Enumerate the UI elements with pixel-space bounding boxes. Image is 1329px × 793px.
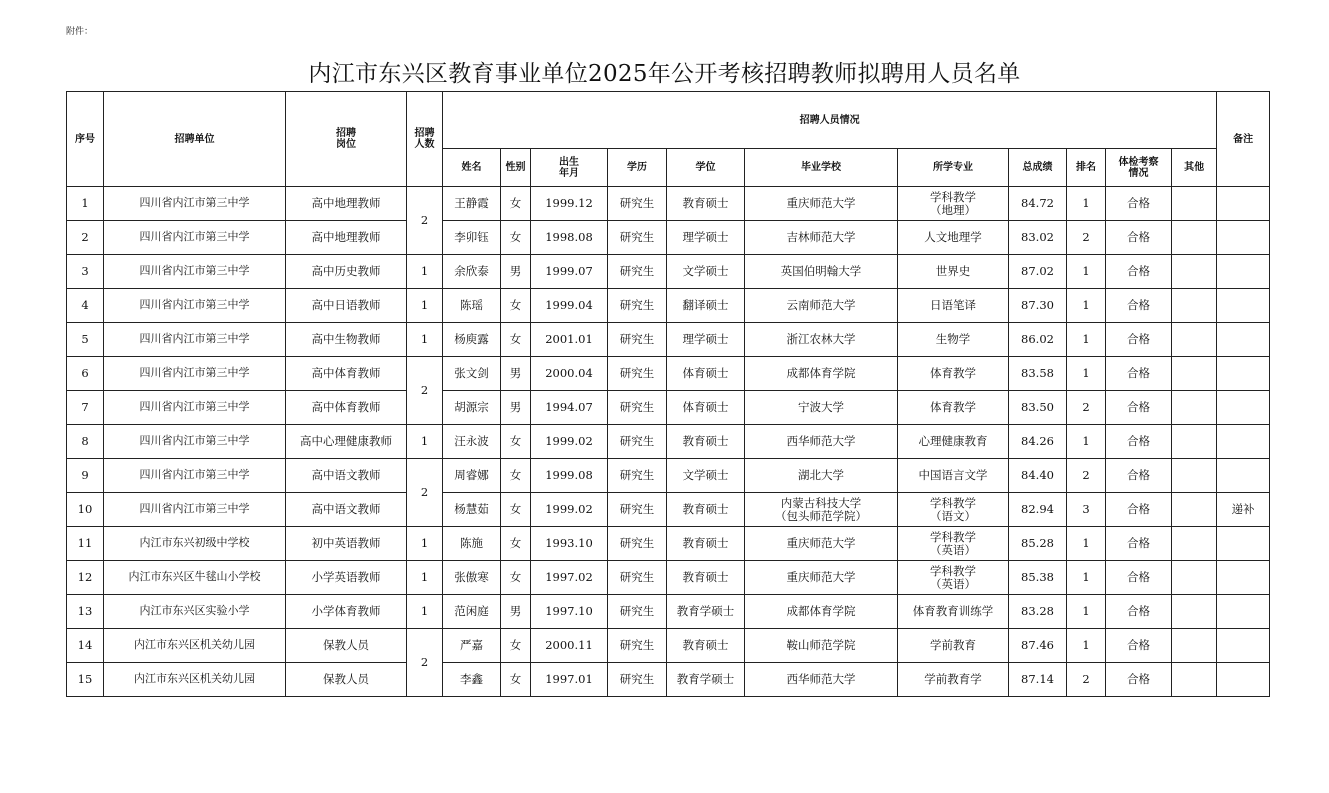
cell-rank: 1 xyxy=(1067,595,1106,629)
cell-gender: 女 xyxy=(501,561,531,595)
cell-score: 87.30 xyxy=(1009,289,1067,323)
header-score: 总成绩 xyxy=(1009,149,1067,187)
cell-seq: 1 xyxy=(67,187,104,221)
cell-birth: 1997.01 xyxy=(531,663,608,697)
cell-seq: 10 xyxy=(67,493,104,527)
cell-post: 高中历史教师 xyxy=(286,255,407,289)
cell-seq: 12 xyxy=(67,561,104,595)
cell-remark xyxy=(1217,663,1270,697)
cell-score: 85.38 xyxy=(1009,561,1067,595)
header-degree: 学位 xyxy=(667,149,745,187)
cell-education: 研究生 xyxy=(608,425,667,459)
document-title: 内江市东兴区教育事业单位2025年公开考核招聘教师拟聘用人员名单 xyxy=(308,61,1021,87)
header-check: 体检考察 情况 xyxy=(1106,149,1172,187)
table-row xyxy=(67,221,1270,255)
cell-check: 合格 xyxy=(1106,357,1172,391)
header-education: 学历 xyxy=(608,149,667,187)
cell-unit: 四川省内江市第三中学 xyxy=(104,425,286,459)
cell-other xyxy=(1172,289,1217,323)
cell-remark xyxy=(1217,187,1270,221)
cell-education: 研究生 xyxy=(608,595,667,629)
cell-unit: 四川省内江市第三中学 xyxy=(104,323,286,357)
cell-name: 张傲寒 xyxy=(443,561,501,595)
cell-birth: 2001.01 xyxy=(531,323,608,357)
cell-school: 重庆师范大学 xyxy=(745,187,898,221)
cell-education: 研究生 xyxy=(608,323,667,357)
cell-major: 体育教育训练学 xyxy=(898,595,1009,629)
cell-rank: 2 xyxy=(1067,459,1106,493)
cell-score: 83.02 xyxy=(1009,221,1067,255)
cell-gender: 女 xyxy=(501,527,531,561)
cell-school: 湖北大学 xyxy=(745,459,898,493)
table-row xyxy=(67,459,1270,493)
cell-degree: 教育硕士 xyxy=(667,527,745,561)
cell-score: 86.02 xyxy=(1009,323,1067,357)
cell-unit: 四川省内江市第三中学 xyxy=(104,255,286,289)
cell-name: 杨慧茹 xyxy=(443,493,501,527)
table-row xyxy=(67,493,1270,527)
cell-other xyxy=(1172,187,1217,221)
header-unit: 招聘单位 xyxy=(104,92,286,187)
cell-count: 1 xyxy=(407,255,443,289)
cell-score: 82.94 xyxy=(1009,493,1067,527)
cell-school: 西华师范大学 xyxy=(745,425,898,459)
cell-post: 初中英语教师 xyxy=(286,527,407,561)
hiring-list-table xyxy=(66,91,1270,697)
cell-birth: 1999.02 xyxy=(531,425,608,459)
cell-major: 生物学 xyxy=(898,323,1009,357)
cell-count: 2 xyxy=(407,187,443,255)
cell-post: 高中体育教师 xyxy=(286,357,407,391)
cell-gender: 男 xyxy=(501,255,531,289)
cell-unit: 四川省内江市第三中学 xyxy=(104,459,286,493)
cell-education: 研究生 xyxy=(608,493,667,527)
cell-remark xyxy=(1217,221,1270,255)
cell-rank: 1 xyxy=(1067,357,1106,391)
cell-school: 宁波大学 xyxy=(745,391,898,425)
cell-other xyxy=(1172,663,1217,697)
cell-birth: 1997.10 xyxy=(531,595,608,629)
cell-remark xyxy=(1217,323,1270,357)
cell-remark xyxy=(1217,391,1270,425)
cell-check: 合格 xyxy=(1106,561,1172,595)
cell-name: 余欣泰 xyxy=(443,255,501,289)
cell-gender: 男 xyxy=(501,391,531,425)
cell-education: 研究生 xyxy=(608,459,667,493)
cell-school: 云南师范大学 xyxy=(745,289,898,323)
header-major: 所学专业 xyxy=(898,149,1009,187)
header-rank: 排名 xyxy=(1067,149,1106,187)
header-name: 姓名 xyxy=(443,149,501,187)
cell-unit: 四川省内江市第三中学 xyxy=(104,221,286,255)
cell-education: 研究生 xyxy=(608,663,667,697)
cell-post: 保教人员 xyxy=(286,629,407,663)
cell-seq: 8 xyxy=(67,425,104,459)
table-body xyxy=(67,187,1270,697)
cell-major: 学科教学 （语文） xyxy=(898,493,1009,527)
cell-major: 学前教育学 xyxy=(898,663,1009,697)
cell-degree: 教育硕士 xyxy=(667,187,745,221)
cell-check: 合格 xyxy=(1106,255,1172,289)
cell-remark xyxy=(1217,629,1270,663)
cell-education: 研究生 xyxy=(608,187,667,221)
header-birth: 出生 年月 xyxy=(531,149,608,187)
cell-post: 高中心理健康教师 xyxy=(286,425,407,459)
cell-education: 研究生 xyxy=(608,255,667,289)
cell-remark xyxy=(1217,595,1270,629)
cell-unit: 四川省内江市第三中学 xyxy=(104,289,286,323)
table-row xyxy=(67,289,1270,323)
cell-degree: 文学硕士 xyxy=(667,255,745,289)
cell-gender: 女 xyxy=(501,323,531,357)
table-row xyxy=(67,323,1270,357)
cell-gender: 女 xyxy=(501,629,531,663)
cell-gender: 男 xyxy=(501,357,531,391)
cell-name: 陈瑶 xyxy=(443,289,501,323)
header-info: 招聘人员情况 xyxy=(443,92,1217,149)
cell-name: 胡源宗 xyxy=(443,391,501,425)
cell-check: 合格 xyxy=(1106,187,1172,221)
cell-check: 合格 xyxy=(1106,391,1172,425)
cell-rank: 1 xyxy=(1067,187,1106,221)
cell-name: 周睿娜 xyxy=(443,459,501,493)
cell-birth: 1998.08 xyxy=(531,221,608,255)
cell-count: 1 xyxy=(407,289,443,323)
cell-remark xyxy=(1217,527,1270,561)
cell-name: 张文剑 xyxy=(443,357,501,391)
cell-unit: 内江市东兴区机关幼儿园 xyxy=(104,629,286,663)
cell-unit: 内江市东兴区牛毬山小学校 xyxy=(104,561,286,595)
cell-degree: 教育学硕士 xyxy=(667,663,745,697)
cell-school: 西华师范大学 xyxy=(745,663,898,697)
cell-other xyxy=(1172,527,1217,561)
cell-remark xyxy=(1217,289,1270,323)
table-row xyxy=(67,357,1270,391)
cell-major: 人文地理学 xyxy=(898,221,1009,255)
cell-post: 高中体育教师 xyxy=(286,391,407,425)
cell-check: 合格 xyxy=(1106,595,1172,629)
cell-unit: 四川省内江市第三中学 xyxy=(104,391,286,425)
cell-check: 合格 xyxy=(1106,629,1172,663)
cell-gender: 女 xyxy=(501,459,531,493)
cell-other xyxy=(1172,629,1217,663)
cell-gender: 女 xyxy=(501,493,531,527)
cell-count: 1 xyxy=(407,425,443,459)
cell-degree: 教育硕士 xyxy=(667,425,745,459)
cell-major: 体育教学 xyxy=(898,391,1009,425)
cell-education: 研究生 xyxy=(608,391,667,425)
cell-major: 学科教学 （地理） xyxy=(898,187,1009,221)
table-row xyxy=(67,255,1270,289)
cell-rank: 2 xyxy=(1067,391,1106,425)
cell-gender: 女 xyxy=(501,289,531,323)
cell-rank: 3 xyxy=(1067,493,1106,527)
cell-name: 王静霞 xyxy=(443,187,501,221)
cell-major: 世界史 xyxy=(898,255,1009,289)
cell-count: 2 xyxy=(407,629,443,697)
table-row xyxy=(67,663,1270,697)
cell-name: 严嘉 xyxy=(443,629,501,663)
cell-degree: 教育学硕士 xyxy=(667,595,745,629)
cell-seq: 13 xyxy=(67,595,104,629)
cell-score: 83.28 xyxy=(1009,595,1067,629)
cell-unit: 内江市东兴初级中学校 xyxy=(104,527,286,561)
cell-check: 合格 xyxy=(1106,459,1172,493)
cell-post: 高中地理教师 xyxy=(286,187,407,221)
cell-unit: 四川省内江市第三中学 xyxy=(104,493,286,527)
cell-other xyxy=(1172,323,1217,357)
cell-education: 研究生 xyxy=(608,357,667,391)
cell-post: 高中日语教师 xyxy=(286,289,407,323)
cell-school: 吉林师范大学 xyxy=(745,221,898,255)
cell-name: 陈施 xyxy=(443,527,501,561)
table-row xyxy=(67,187,1270,221)
cell-seq: 9 xyxy=(67,459,104,493)
header-seq: 序号 xyxy=(67,92,104,187)
cell-post: 小学英语教师 xyxy=(286,561,407,595)
cell-rank: 1 xyxy=(1067,255,1106,289)
cell-school: 内蒙古科技大学 （包头师范学院） xyxy=(745,493,898,527)
table-row xyxy=(67,629,1270,663)
cell-remark xyxy=(1217,255,1270,289)
cell-education: 研究生 xyxy=(608,561,667,595)
cell-unit: 四川省内江市第三中学 xyxy=(104,357,286,391)
cell-seq: 2 xyxy=(67,221,104,255)
cell-score: 83.50 xyxy=(1009,391,1067,425)
table-row xyxy=(67,425,1270,459)
table-row xyxy=(67,561,1270,595)
cell-rank: 1 xyxy=(1067,561,1106,595)
cell-major: 学科教学 （英语） xyxy=(898,527,1009,561)
cell-degree: 理学硕士 xyxy=(667,221,745,255)
cell-rank: 2 xyxy=(1067,663,1106,697)
cell-birth: 1999.08 xyxy=(531,459,608,493)
cell-check: 合格 xyxy=(1106,425,1172,459)
cell-major: 中国语言文学 xyxy=(898,459,1009,493)
cell-other xyxy=(1172,561,1217,595)
cell-rank: 2 xyxy=(1067,221,1106,255)
cell-seq: 15 xyxy=(67,663,104,697)
cell-degree: 教育硕士 xyxy=(667,561,745,595)
header-post: 招聘 岗位 xyxy=(286,92,407,187)
table-row xyxy=(67,595,1270,629)
cell-school: 浙江农林大学 xyxy=(745,323,898,357)
cell-gender: 女 xyxy=(501,221,531,255)
cell-check: 合格 xyxy=(1106,289,1172,323)
cell-unit: 内江市东兴区机关幼儿园 xyxy=(104,663,286,697)
cell-degree: 翻译硕士 xyxy=(667,289,745,323)
cell-other xyxy=(1172,493,1217,527)
cell-post: 高中地理教师 xyxy=(286,221,407,255)
cell-school: 英国伯明翰大学 xyxy=(745,255,898,289)
cell-remark xyxy=(1217,459,1270,493)
cell-other xyxy=(1172,459,1217,493)
cell-unit: 内江市东兴区实验小学 xyxy=(104,595,286,629)
cell-seq: 14 xyxy=(67,629,104,663)
cell-gender: 女 xyxy=(501,663,531,697)
cell-degree: 体育硕士 xyxy=(667,391,745,425)
cell-post: 高中生物教师 xyxy=(286,323,407,357)
cell-other xyxy=(1172,425,1217,459)
cell-name: 汪永波 xyxy=(443,425,501,459)
cell-post: 高中语文教师 xyxy=(286,459,407,493)
cell-major: 日语笔译 xyxy=(898,289,1009,323)
cell-rank: 1 xyxy=(1067,527,1106,561)
cell-birth: 1994.07 xyxy=(531,391,608,425)
cell-education: 研究生 xyxy=(608,629,667,663)
cell-seq: 6 xyxy=(67,357,104,391)
cell-birth: 1999.02 xyxy=(531,493,608,527)
cell-school: 鞍山师范学院 xyxy=(745,629,898,663)
cell-name: 范闲庭 xyxy=(443,595,501,629)
cell-gender: 男 xyxy=(501,595,531,629)
cell-birth: 2000.04 xyxy=(531,357,608,391)
cell-education: 研究生 xyxy=(608,221,667,255)
cell-score: 84.72 xyxy=(1009,187,1067,221)
cell-degree: 理学硕士 xyxy=(667,323,745,357)
cell-school: 重庆师范大学 xyxy=(745,527,898,561)
cell-check: 合格 xyxy=(1106,323,1172,357)
attachment-label: 附件： xyxy=(66,27,94,37)
cell-education: 研究生 xyxy=(608,527,667,561)
cell-birth: 1999.04 xyxy=(531,289,608,323)
cell-degree: 教育硕士 xyxy=(667,493,745,527)
cell-other xyxy=(1172,221,1217,255)
cell-remark xyxy=(1217,561,1270,595)
cell-seq: 11 xyxy=(67,527,104,561)
cell-name: 李卯钰 xyxy=(443,221,501,255)
cell-other xyxy=(1172,391,1217,425)
cell-score: 87.14 xyxy=(1009,663,1067,697)
cell-degree: 教育硕士 xyxy=(667,629,745,663)
header-school: 毕业学校 xyxy=(745,149,898,187)
cell-name: 杨庾露 xyxy=(443,323,501,357)
cell-school: 成都体育学院 xyxy=(745,357,898,391)
cell-gender: 女 xyxy=(501,425,531,459)
cell-post: 小学体育教师 xyxy=(286,595,407,629)
cell-gender: 女 xyxy=(501,187,531,221)
cell-remark xyxy=(1217,425,1270,459)
cell-degree: 体育硕士 xyxy=(667,357,745,391)
cell-seq: 7 xyxy=(67,391,104,425)
cell-birth: 2000.11 xyxy=(531,629,608,663)
cell-count: 1 xyxy=(407,323,443,357)
cell-check: 合格 xyxy=(1106,221,1172,255)
cell-score: 87.46 xyxy=(1009,629,1067,663)
cell-score: 84.26 xyxy=(1009,425,1067,459)
cell-major: 学前教育 xyxy=(898,629,1009,663)
cell-seq: 3 xyxy=(67,255,104,289)
cell-seq: 4 xyxy=(67,289,104,323)
cell-score: 87.02 xyxy=(1009,255,1067,289)
cell-birth: 1999.07 xyxy=(531,255,608,289)
table-row xyxy=(67,527,1270,561)
cell-seq: 5 xyxy=(67,323,104,357)
cell-major: 学科教学 （英语） xyxy=(898,561,1009,595)
cell-education: 研究生 xyxy=(608,289,667,323)
cell-score: 85.28 xyxy=(1009,527,1067,561)
cell-rank: 1 xyxy=(1067,289,1106,323)
cell-count: 2 xyxy=(407,459,443,527)
cell-count: 1 xyxy=(407,595,443,629)
cell-rank: 1 xyxy=(1067,323,1106,357)
cell-check: 合格 xyxy=(1106,493,1172,527)
cell-check: 合格 xyxy=(1106,527,1172,561)
cell-count: 2 xyxy=(407,357,443,425)
cell-school: 成都体育学院 xyxy=(745,595,898,629)
cell-count: 1 xyxy=(407,561,443,595)
cell-birth: 1997.02 xyxy=(531,561,608,595)
cell-birth: 1999.12 xyxy=(531,187,608,221)
header-count: 招聘 人数 xyxy=(407,92,443,187)
cell-degree: 文学硕士 xyxy=(667,459,745,493)
cell-remark: 递补 xyxy=(1217,493,1270,527)
cell-unit: 四川省内江市第三中学 xyxy=(104,187,286,221)
header-other: 其他 xyxy=(1172,149,1217,187)
cell-count: 1 xyxy=(407,527,443,561)
cell-school: 重庆师范大学 xyxy=(745,561,898,595)
cell-name: 李鑫 xyxy=(443,663,501,697)
cell-check: 合格 xyxy=(1106,663,1172,697)
cell-birth: 1993.10 xyxy=(531,527,608,561)
cell-other xyxy=(1172,357,1217,391)
cell-rank: 1 xyxy=(1067,425,1106,459)
cell-other xyxy=(1172,595,1217,629)
cell-major: 心理健康教育 xyxy=(898,425,1009,459)
cell-post: 保教人员 xyxy=(286,663,407,697)
header-remark: 备注 xyxy=(1217,92,1270,187)
table-row xyxy=(67,391,1270,425)
header-gender: 性别 xyxy=(501,149,531,187)
cell-remark xyxy=(1217,357,1270,391)
cell-score: 84.40 xyxy=(1009,459,1067,493)
cell-major: 体育教学 xyxy=(898,357,1009,391)
cell-post: 高中语文教师 xyxy=(286,493,407,527)
cell-other xyxy=(1172,255,1217,289)
cell-rank: 1 xyxy=(1067,629,1106,663)
cell-score: 83.58 xyxy=(1009,357,1067,391)
